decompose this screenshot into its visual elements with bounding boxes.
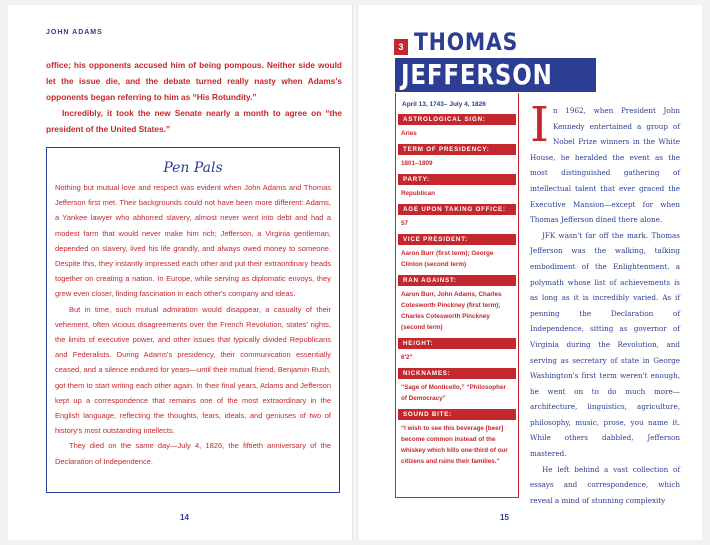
page-number: 15 — [500, 513, 509, 522]
fact-label: ASTROLOGICAL SIGN: — [398, 114, 516, 125]
body-paragraph — [530, 97, 680, 228]
body-paragraph: JFK wasn't far off the mark. Thomas Jefferson was the walking, talking embodiment of the Enlightenment, a polymath whose list of achievements is as long as it is incredibly varied. As if penning the Declaration of Independence, sitting as governor of Virginia during the Revolution, and serving as secretary of state in George Washington's first term weren't enough, he went on to do much more—architecture, linguistics, agriculture, philosophy, music, prose, you name it. While others dabbled, Jefferson mastered. — [530, 230, 680, 459]
intro-paragraph: Incredibly, it took the new Senate nearly a month to agree on “the president of the United States.” — [46, 108, 342, 134]
sidebar-title: Pen Pals — [163, 160, 223, 176]
president-first-name: THOMAS — [414, 28, 519, 56]
president-last-name: JEFFERSON — [401, 58, 553, 91]
body-paragraph-text: n 1962, when President John Kennedy entertained a group of Nobel Prize winners in the White House, he heralded the event as the most distinguished gathering of intellectual talent that ever graced the Executive Mansion—except for when Thomas Jefferson dined there alone. — [530, 106, 680, 225]
pen-pals-sidebar — [46, 147, 340, 493]
fact-panel — [395, 93, 519, 498]
chapter-number: 3 — [394, 39, 408, 55]
president-last-name-banner — [395, 58, 596, 92]
fact-item — [396, 338, 518, 368]
running-head: JOHN ADAMS — [46, 29, 103, 36]
fact-item — [396, 174, 518, 204]
fact-value: Aaron Burr, John Adams, Charles Cotesworth Pinckney (first term); Charles Cotesworth Pinckney (second term) — [401, 291, 502, 331]
fact-value: 6'2" — [401, 354, 413, 361]
sidebar-paragraph: Nothing but mutual love and respect was evident when John Adams and Thomas Jefferson first met. Their backgrounds could not have been more different: Adams, a Yankee lawyer who abhorred slavery, almost never went into debt and had a modest farm that would never make him rich; Jefferson, a Virginia gentleman, depended on slavery, lived his life grandly, and always owed money to someone. Despite this, they instantly impressed each other and put their extraordinary heads together on creating a nation. In Europe, while serving as diplomatic envoys, they grew even closer, finding fascination in each other's company and ideas. — [55, 183, 331, 299]
fact-item — [396, 368, 518, 409]
fact-value: Aaron Burr (first term); George Clinton (second term) — [401, 250, 494, 268]
sidebar-paragraph: They died on the same day—July 4, 1826, the fiftieth anniversary of the Declaration of Independence. — [55, 441, 331, 466]
fact-value: “Sage of Monticello,” “Philosopher of Democracy” — [401, 384, 506, 402]
life-dates: April 13, 1743– July 4, 1826 — [402, 101, 486, 108]
intro-text — [46, 57, 342, 137]
fact-item — [396, 144, 518, 174]
fact-label: PARTY: — [398, 174, 516, 185]
fact-value: 57 — [401, 220, 409, 227]
sidebar-text — [55, 180, 331, 469]
sidebar-paragraph: But in time, such mutual admiration would disappear, a casualty of their vehement, often vicious disagreements over the French Revolution, states' rights, the limits of executive power, and other issues that typically divided Republicans and Federalists. During Adams's presidency, their communication essentially ceased, and a silence endured for years—until their mutual friend, Benjamin Rush, got them to start writing each other again. In their final years, Adams and Jefferson kept up a correspondence that remains one of the most extraordinary in the English language, reflecting the thoughts, fears, ideals, and geniuses of two of history's most outstanding intellects. — [55, 304, 331, 436]
fact-label: VICE PRESIDENT: — [398, 234, 516, 245]
fact-item — [396, 275, 518, 338]
fact-value: Republican — [401, 190, 435, 197]
left-page — [8, 5, 352, 540]
fact-label: RAN AGAINST: — [398, 275, 516, 286]
fact-value: 1801–1809 — [401, 160, 433, 167]
body-paragraph: He left behind a vast collection of essays and correspondence, which reveal a mind of stunning complexity — [530, 464, 680, 505]
fact-value: Aries — [401, 130, 417, 137]
fact-label: HEIGHT: — [398, 338, 516, 349]
right-page — [358, 5, 702, 540]
fact-label: AGE UPON TAKING OFFICE: — [398, 204, 516, 215]
fact-value: “I wish to see this beverage [beer] become common instead of the whiskey which kills one-third of our citizens and ruins their families.” — [401, 425, 508, 465]
fact-label: TERM OF PRESIDENCY: — [398, 144, 516, 155]
fact-item — [396, 234, 518, 275]
page-number: 14 — [180, 513, 189, 522]
fact-label: NICKNAMES: — [398, 368, 516, 379]
chapter-body — [530, 97, 680, 508]
fact-item — [396, 204, 518, 234]
drop-cap: I — [530, 97, 549, 153]
fact-label: SOUND BITE: — [398, 409, 516, 420]
fact-item — [396, 114, 518, 144]
intro-paragraph: office; his opponents accused him of being pompous. Neither side would let the issue die, and the debate turned really nasty when Adams's opponents began referring to him as “His Rotundity.” — [46, 60, 342, 102]
fact-item — [396, 409, 518, 472]
